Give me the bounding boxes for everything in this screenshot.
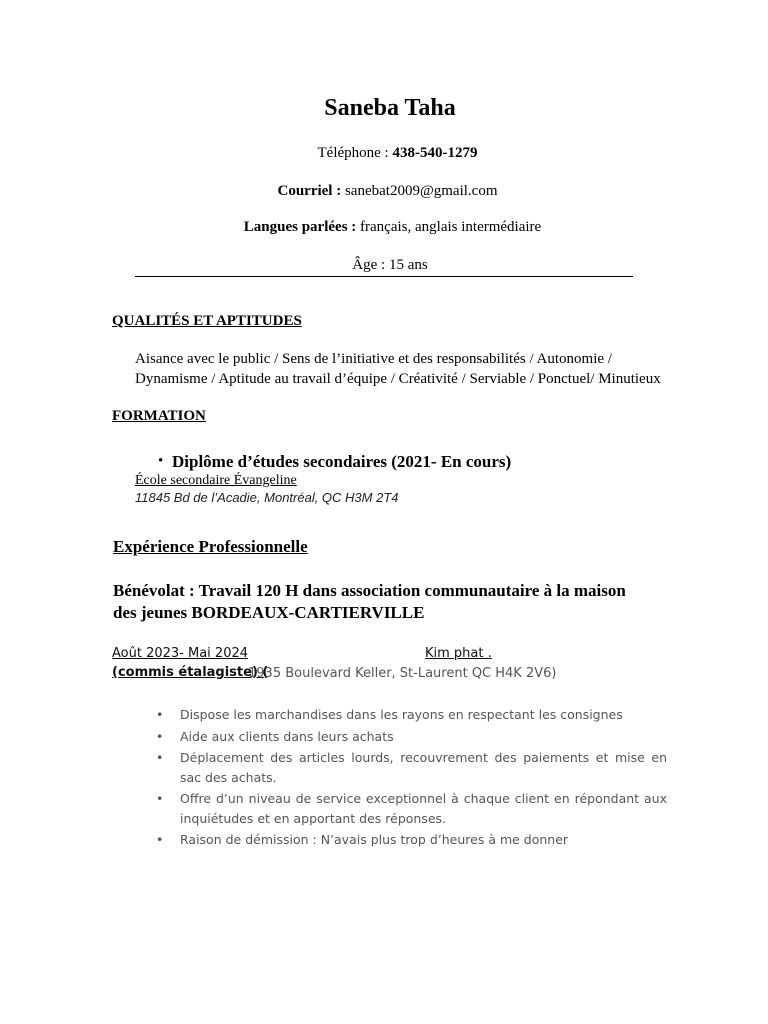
languages-line — [135, 219, 650, 236]
list-item — [155, 727, 667, 747]
job-employer: Kim phat . — [425, 646, 492, 661]
phone-label: Téléphone : — [317, 145, 393, 161]
list-item — [155, 789, 667, 828]
experience-heading: Expérience Professionnelle — [113, 537, 308, 556]
qualities-text-line-2: Dynamisme / Aptitude au travail d’équipe / Créativité / Serviable / Ponctuel/ Minutieux — [135, 371, 661, 387]
formation-bullet: • — [158, 453, 164, 469]
duty-text: Aide aux clients dans leurs achats — [180, 728, 394, 744]
languages-value: français, anglais intermédiaire — [360, 219, 542, 235]
email-label: Courriel : — [277, 183, 345, 199]
degree-title: Diplôme d’études secondaires (2021- En cours) — [172, 452, 512, 471]
duty-text: Dispose les marchandises dans les rayons en respectant les consignes — [180, 707, 623, 722]
school-name: École secondaire Évangeline — [135, 473, 297, 488]
candidate-name: Saneba Taha — [324, 95, 456, 121]
volunteer-line-2: des jeunes BORDEAUX-CARTIERVILLE — [113, 603, 425, 622]
duty-text: Déplacement des articles lourds, recouvrement des paiements et mise en sac des achats. — [180, 750, 667, 785]
qualities-heading: QUALITÉS ET APTITUDES — [112, 313, 302, 329]
school-address: 11845 Bd de l’Acadie, Montréal, QC H3M 2T4 — [135, 490, 399, 505]
duty-text: Raison de démission : N’avais plus trop d’heures à me donner — [180, 832, 569, 847]
job-address: 1935 Boulevard Keller, St-Laurent QC H4K 2V6) — [248, 666, 557, 681]
list-item — [155, 705, 667, 725]
bullet-icon: • — [156, 707, 164, 722]
email-line — [135, 183, 640, 200]
job-role: (commis étalagiste) ( — [112, 665, 269, 680]
bullet-icon: • — [156, 832, 164, 847]
job-dates: Août 2023- Mai 2024 — [112, 646, 249, 661]
qualities-text-line-1: Aisance avec le public / Sens de l’initiative et des responsabilités / Autonomie / — [135, 351, 612, 367]
bullet-icon: • — [156, 728, 164, 744]
bullet-icon: • — [156, 750, 164, 765]
phone-value: 438-540-1279 — [392, 145, 478, 161]
list-item — [155, 830, 667, 850]
age-line: Âge : 15 ans — [352, 257, 428, 273]
job-duties-list — [155, 705, 667, 852]
volunteer-line-1: Bénévolat : Travail 120 H dans association communautaire à la maison — [113, 581, 626, 600]
phone-line — [135, 145, 660, 162]
languages-label: Langues parlées : — [243, 219, 361, 235]
bullet-icon: • — [156, 791, 164, 806]
email-value: sanebat2009@gmail.com — [344, 183, 498, 199]
formation-heading: FORMATION — [112, 408, 206, 424]
list-item — [155, 748, 667, 787]
duty-text: Offre d’un niveau de service exceptionnel à chaque client en répondant aux inquiétudes et en apportant des réponses. — [180, 791, 667, 826]
header-divider — [135, 276, 633, 277]
